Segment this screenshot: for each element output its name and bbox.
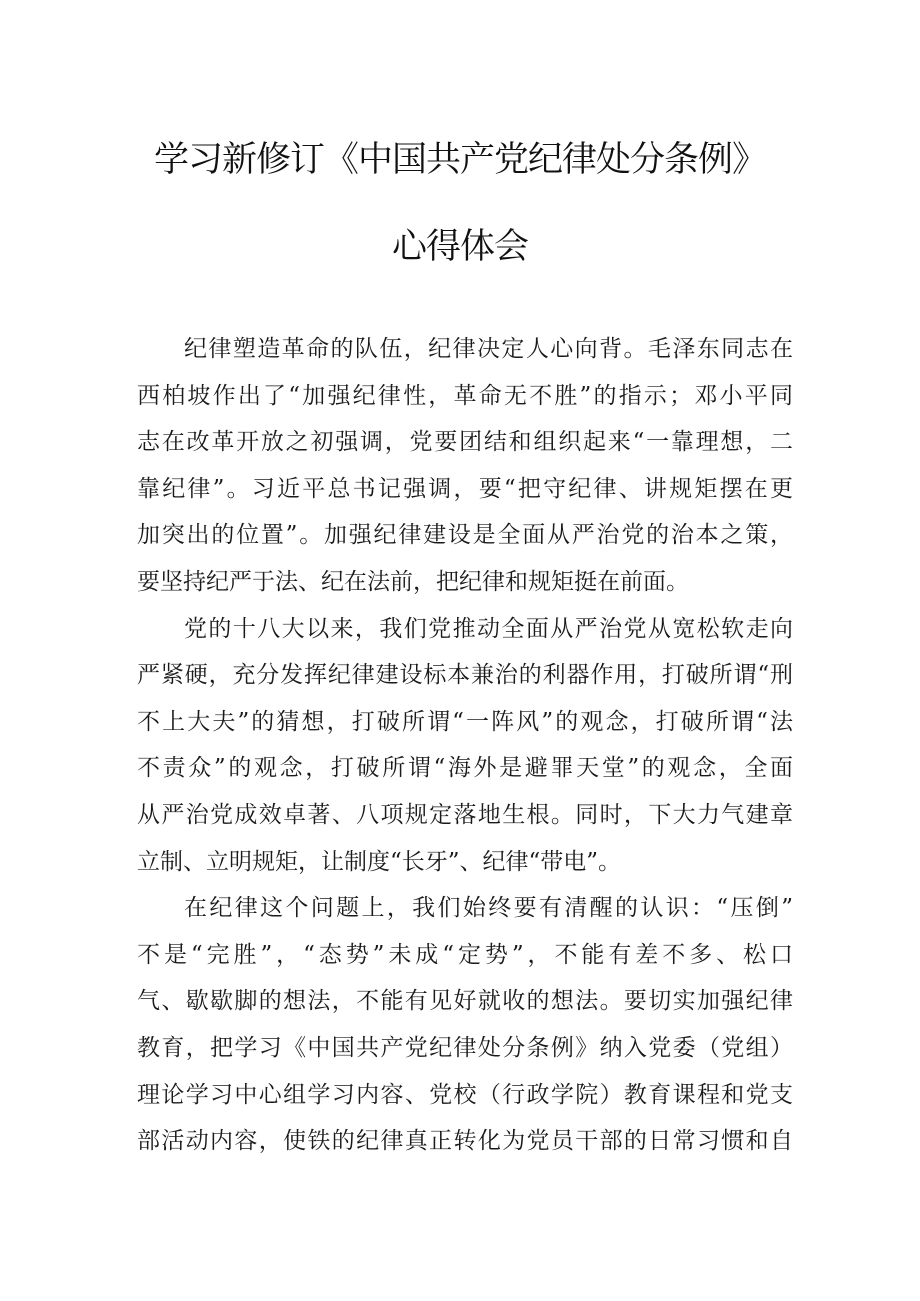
body-line: 立制、立明规矩，让制度“长牙”、纪律“带电”。 (137, 848, 622, 875)
body-line: 不上大夫”的猜想，打破所谓“一阵风”的观念，打破所谓“法 (137, 708, 793, 735)
body-line: 从严治党成效卓著、八项规定落地生根。同时，下大力气建章 (137, 801, 793, 828)
body-line: 在纪律这个问题上，我们始终要有清醒的认识：“压倒” (184, 895, 793, 922)
body-line: 纪律塑造革命的队伍，纪律决定人心向背。毛泽东同志在 (184, 336, 793, 362)
document-title-line2: 心得体会 (391, 227, 528, 267)
body-line: 志在改革开放之初强调，党要团结和组织起来“一靠理想，二 (137, 429, 793, 456)
body-line: 要坚持纪严于法、纪在法前，把纪律和规矩挺在前面。 (137, 568, 689, 595)
body-line: 不责众”的观念，打破所谓“海外是避罪天堂”的观念，全面 (137, 755, 793, 782)
body-line: 部活动内容，使铁的纪律真正转化为党员干部的日常习惯和自 (137, 1128, 793, 1155)
body-line: 靠纪律”。习近平总书记强调，要“把守纪律、讲规矩摆在更 (137, 475, 793, 502)
document-body (137, 326, 793, 1165)
document-title-line1: 学习新修订《中国共产党纪律处分条例》 (153, 140, 766, 180)
body-line: 加突出的位置”。加强纪律建设是全面从严治党的治本之策， (137, 522, 793, 549)
body-line: 党的十八大以来，我们党推动全面从严治党从宽松软走向 (184, 615, 793, 642)
body-line: 不是“完胜”，“态势”未成“定势”，不能有差不多、松口 (137, 941, 793, 968)
body-line: 教育，把学习《中国共产党纪律处分条例》纳入党委（党组） (137, 1034, 793, 1061)
body-line: 理论学习中心组学习内容、党校（行政学院）教育课程和党支 (137, 1081, 793, 1108)
body-line: 气、歇歇脚的想法，不能有见好就收的想法。要切实加强纪律 (137, 988, 793, 1015)
body-line: 严紧硬，充分发挥纪律建设标本兼治的利器作用，打破所谓“刑 (137, 662, 793, 689)
body-line: 西柏坡作出了“加强纪律性，革命无不胜”的指示；邓小平同 (137, 382, 793, 409)
